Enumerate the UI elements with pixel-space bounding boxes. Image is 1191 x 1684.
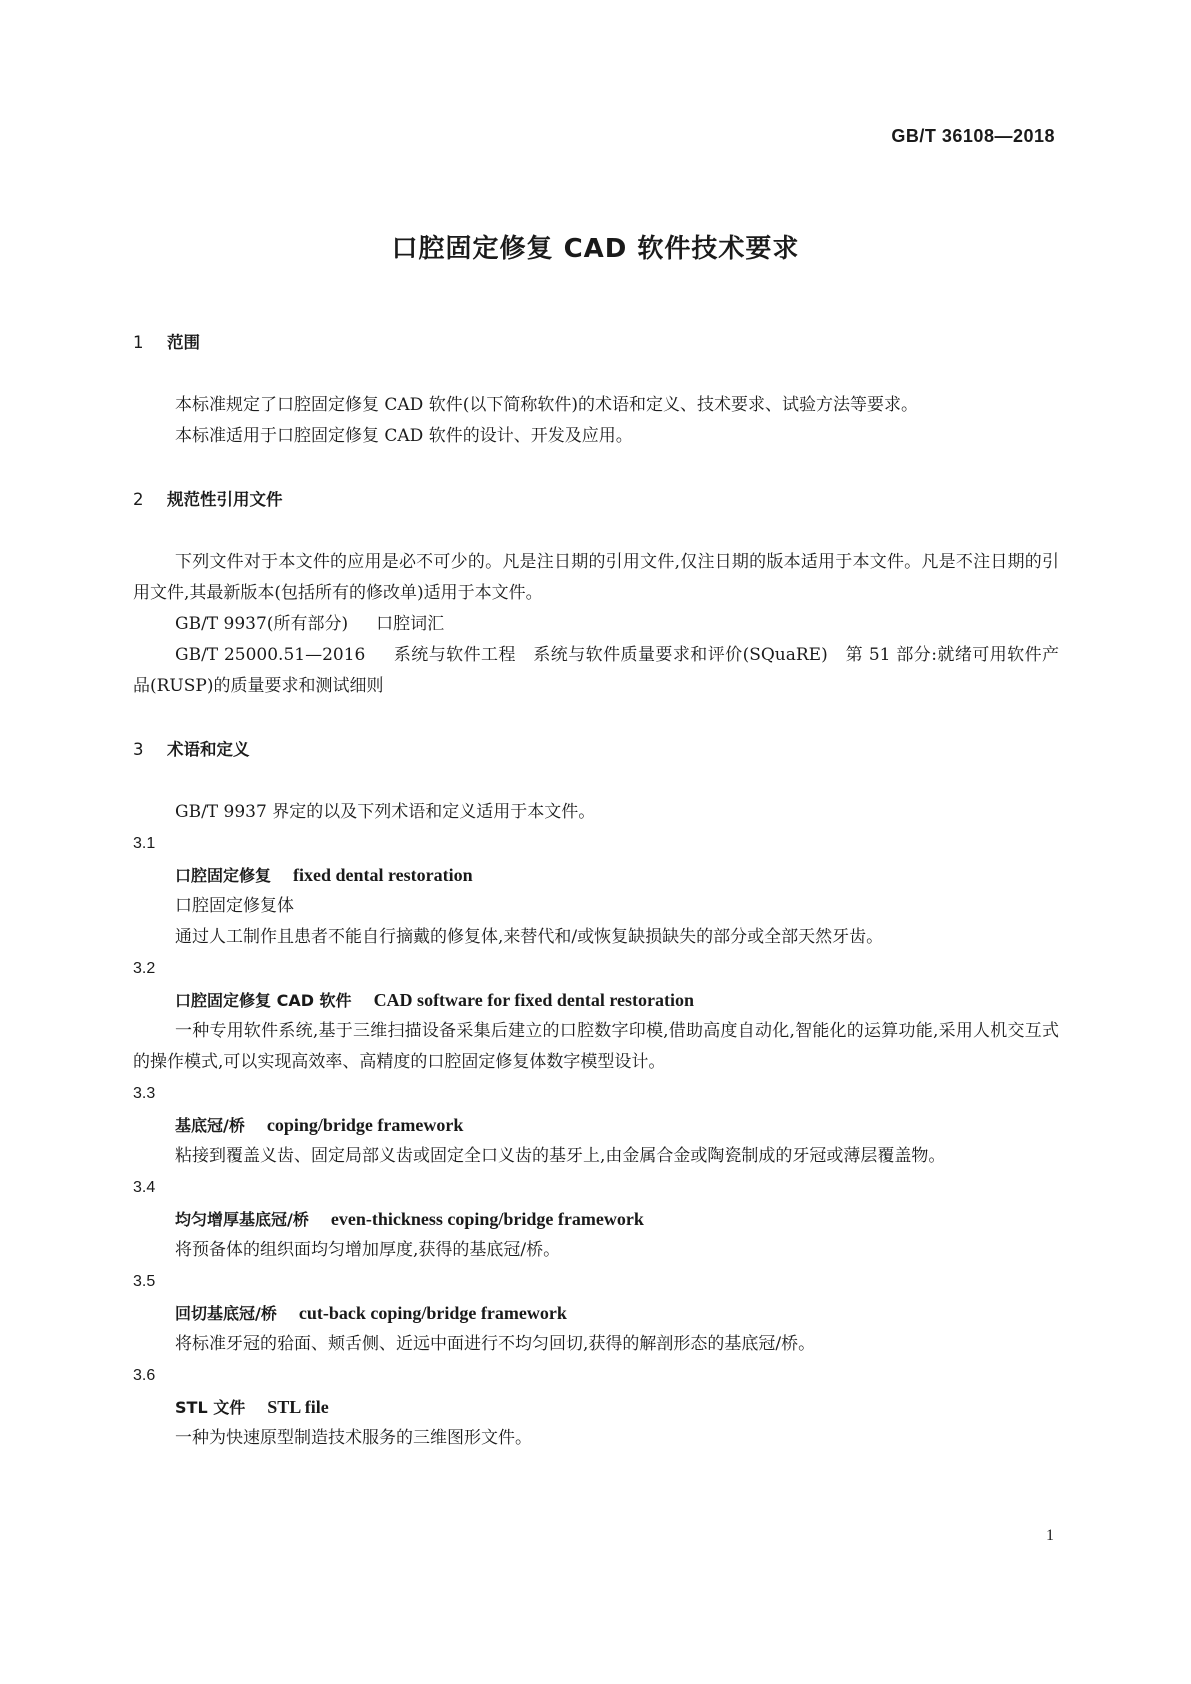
term-entry: [133, 1392, 1059, 1423]
paragraph: 本标准适用于口腔固定修复 CAD 软件的设计、开发及应用。: [175, 426, 633, 446]
paragraph: 下列文件对于本文件的应用是必不可少的。凡是注日期的引用文件,仅注日期的版本适用于本文件。凡是不注日期的引用文件,其最新版本(包括所有的修改单)适用于本文件。: [133, 552, 1059, 603]
section-heading: [133, 485, 1059, 515]
term-en: even-thickness coping/bridge framework: [330, 1209, 644, 1229]
section-number: 1: [133, 333, 144, 352]
reference-title: 口腔词汇: [376, 614, 445, 634]
reference-title: 系统与软件工程 系统与软件质量要求和评价(SQuaRE) 第 51 部分:就绪可用软件产品(RUSP)的质量要求和测试细则: [133, 645, 1060, 696]
term-definition: 通过人工制作且患者不能自行摘戴的修复体,来替代和/或恢复缺损缺失的部分或全部天然牙齿。: [175, 927, 884, 947]
document-title: 口腔固定修复 CAD 软件技术要求: [391, 234, 800, 264]
section-heading: [133, 735, 1059, 765]
section-title: 规范性引用文件: [167, 490, 283, 509]
section-number: 2: [133, 490, 144, 509]
term-zh: STL 文件: [175, 1398, 246, 1417]
term-definition: 一种专用软件系统,基于三维扫描设备采集后建立的口腔数字印模,借助高度自动化,智能化的运算功能,采用人机交互式的操作模式,可以实现高效率、高精度的口腔固定修复体数字模型设计。: [133, 1021, 1059, 1072]
document-code: GB/T 36108—2018: [891, 126, 1055, 146]
term-number: 3.5: [133, 1273, 156, 1290]
term-definition: 将预备体的组织面均匀增加厚度,获得的基底冠/桥。: [175, 1240, 561, 1260]
paragraph: GB/T 9937 界定的以及下列术语和定义适用于本文件。: [175, 802, 596, 822]
document-body: [133, 328, 1059, 1454]
term-zh: 口腔固定修复 CAD 软件: [175, 991, 352, 1010]
term-en: cut-back coping/bridge framework: [298, 1303, 567, 1323]
term-zh: 口腔固定修复: [175, 866, 272, 885]
term-zh: 均匀增厚基底冠/桥: [175, 1210, 309, 1229]
paragraph: 本标准规定了口腔固定修复 CAD 软件(以下简称软件)的术语和定义、技术要求、试验方法等要求。: [175, 395, 918, 415]
term-entry: [133, 1298, 1059, 1329]
section-title: 范围: [167, 333, 200, 352]
term-entry: [133, 1110, 1059, 1141]
term-number: 3.1: [133, 835, 156, 852]
term-definition: 粘接到覆盖义齿、固定局部义齿或固定全口义齿的基牙上,由金属合金或陶瓷制成的牙冠或薄层覆盖物。: [175, 1146, 946, 1166]
section-number: 3: [133, 740, 144, 759]
term-en: coping/bridge framework: [266, 1115, 464, 1135]
term-zh: 基底冠/桥: [175, 1116, 245, 1135]
term-number: 3.6: [133, 1367, 156, 1384]
term-number: 3.4: [133, 1179, 156, 1196]
reference-item: [133, 640, 1059, 702]
term-en: fixed dental restoration: [293, 865, 473, 885]
reference-code: GB/T 25000.51—2016: [175, 645, 366, 665]
term-definition: 一种为快速原型制造技术服务的三维图形文件。: [175, 1428, 532, 1448]
term-zh: 回切基底冠/桥: [175, 1304, 277, 1323]
section-title: 术语和定义: [167, 740, 250, 759]
term-en: STL file: [267, 1397, 329, 1417]
term-en: CAD software for fixed dental restoration: [373, 990, 695, 1010]
term-number: 3.3: [133, 1085, 156, 1102]
term-entry: [133, 1204, 1059, 1235]
reference-item: [133, 609, 1059, 640]
page-number: 1: [1046, 1527, 1054, 1544]
term-entry: [133, 860, 1059, 891]
term-synonym: 口腔固定修复体: [175, 896, 294, 916]
term-number: 3.2: [133, 960, 156, 977]
term-entry: [133, 985, 1059, 1016]
term-definition: 将标准牙冠的𬌗面、颊舌侧、近远中面进行不均匀回切,获得的解剖形态的基底冠/桥。: [175, 1334, 816, 1354]
section-heading: [133, 328, 1059, 358]
reference-code: GB/T 9937(所有部分): [175, 614, 349, 634]
